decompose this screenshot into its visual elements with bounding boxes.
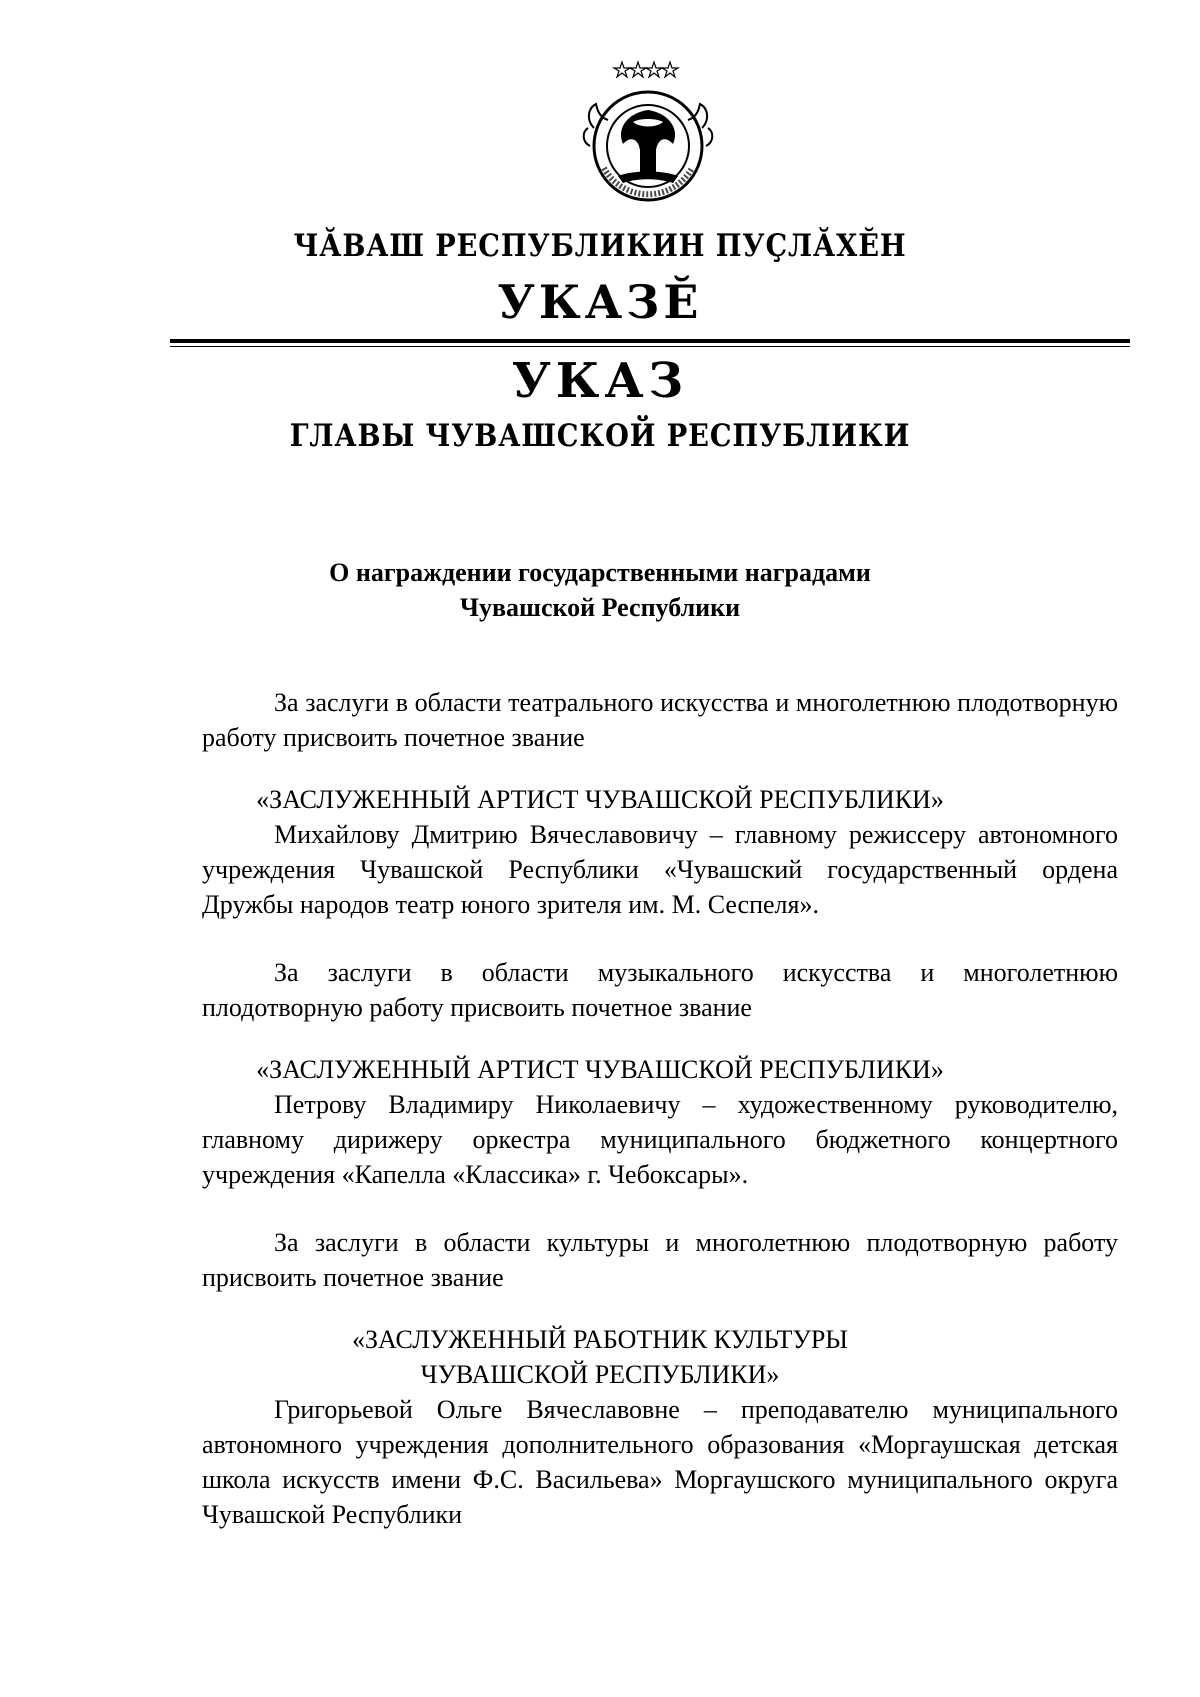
section-1-recipient: Михайлову Дмитрию Вячеславовичу – главному режиссеру автономного учреждения Чувашской Республики «Чувашский государственный ордена Дружбы народов театр юного зрителя им. М. Сеспеля». [202, 820, 1118, 919]
decree-subject [0, 555, 1200, 625]
header-divider [170, 339, 1130, 343]
chuvash-decree-title: УКАЗӖ [497, 275, 703, 329]
section-1-award-title: «ЗАСЛУЖЕННЫЙ АРТИСТ ЧУВАШСКОЙ РЕСПУБЛИКИ» [256, 785, 944, 814]
russian-decree-title: УКАЗ [511, 353, 689, 409]
section-3-award-title-line-1: «ЗАСЛУЖЕННЫЙ РАБОТНИК КУЛЬТУРЫ [352, 1325, 848, 1354]
section-2-intro: За заслуги в области музыкального искусства и многолетнюю плодотворную работу присвоить почетное звание [202, 958, 1118, 1022]
subject-line-1: О награждении государственными наградами [329, 558, 871, 587]
section-3-award-title-line-2: ЧУВАШСКОЙ РЕСПУБЛИКИ» [420, 1360, 780, 1389]
section-3-recipient: Григорьевой Ольге Вячеславовне – преподавателю муниципального автономного учреждения дополнительного образования «Моргаушская детская школа искусств имени Ф.С. Васильева» Моргаушского муниципального округа Чувашской Республики [202, 1395, 1118, 1529]
section-1-intro: За заслуги в области театрального искусства и многолетнюю плодотворную работу присвоить почетное звание [202, 688, 1118, 752]
section-2-recipient: Петрову Владимиру Николаевичу – художественному руководителю, главному дирижеру оркестра муниципального бюджетного концертного учреждения «Капелла «Классика» г. Чебоксары». [202, 1090, 1118, 1189]
chuvash-header-line: ЧӐВАШ РЕСПУБЛИКИН ПУҪЛӐХӖН [293, 228, 907, 264]
section-3-intro: За заслуги в области культуры и многолетнюю плодотворную работу присвоить почетное звание [202, 1228, 1118, 1292]
russian-header-line: ГЛАВЫ ЧУВАШСКОЙ РЕСПУБЛИКИ [289, 418, 911, 454]
coat-of-arms-emblem [578, 58, 718, 208]
section-2-award-title: «ЗАСЛУЖЕННЫЙ АРТИСТ ЧУВАШСКОЙ РЕСПУБЛИКИ» [256, 1055, 944, 1084]
stars-icon [614, 62, 678, 77]
subject-line-2: Чувашской Республики [459, 593, 741, 622]
header-divider-thin [170, 346, 1130, 347]
